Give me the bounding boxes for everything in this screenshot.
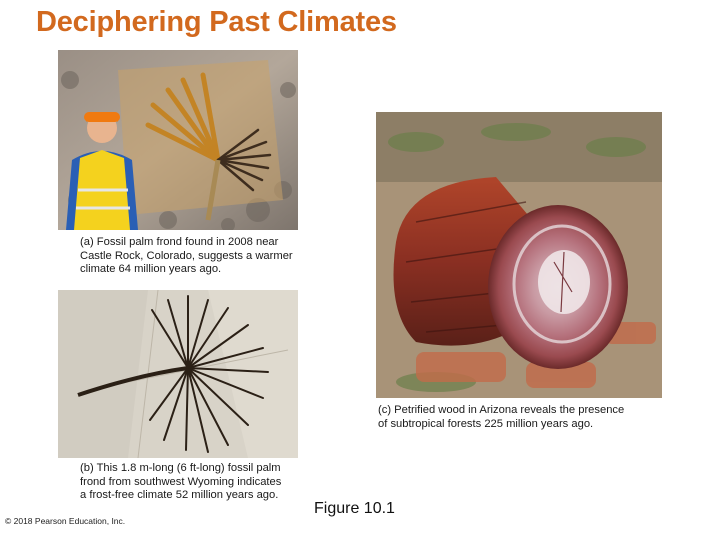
- figure-label: Figure 10.1: [314, 500, 395, 517]
- caption-a: [80, 236, 293, 277]
- caption-c: [378, 404, 624, 431]
- caption-b-line: (b) This 1.8 m-long (6 ft-long) fossil palm: [80, 462, 281, 474]
- caption-b-line: frond from southwest Wyoming indicates: [80, 475, 282, 488]
- slide-title: Deciphering Past Climates: [36, 6, 397, 38]
- photo-petrified-wood-arizona: [376, 112, 662, 398]
- caption-b-line: a frost-free climate 52 million years ago.: [80, 489, 279, 501]
- caption-b: [80, 462, 281, 503]
- caption-a-line: climate 64 million years ago.: [80, 263, 222, 275]
- caption-a-line: (a) Fossil palm frond found in 2008 near: [80, 236, 279, 248]
- copyright-notice: © 2018 Pearson Education, Inc.: [5, 516, 126, 526]
- caption-c-line: (c) Petrified wood in Arizona reveals the presence: [378, 404, 625, 416]
- photo-fossil-palm-wyoming: [58, 290, 298, 458]
- caption-a-line: Castle Rock, Colorado, suggests a warmer: [80, 249, 293, 262]
- caption-c-line: of subtropical forests 225 million years ago.: [378, 417, 594, 430]
- photo-fossil-palm-castle-rock: [58, 50, 298, 230]
